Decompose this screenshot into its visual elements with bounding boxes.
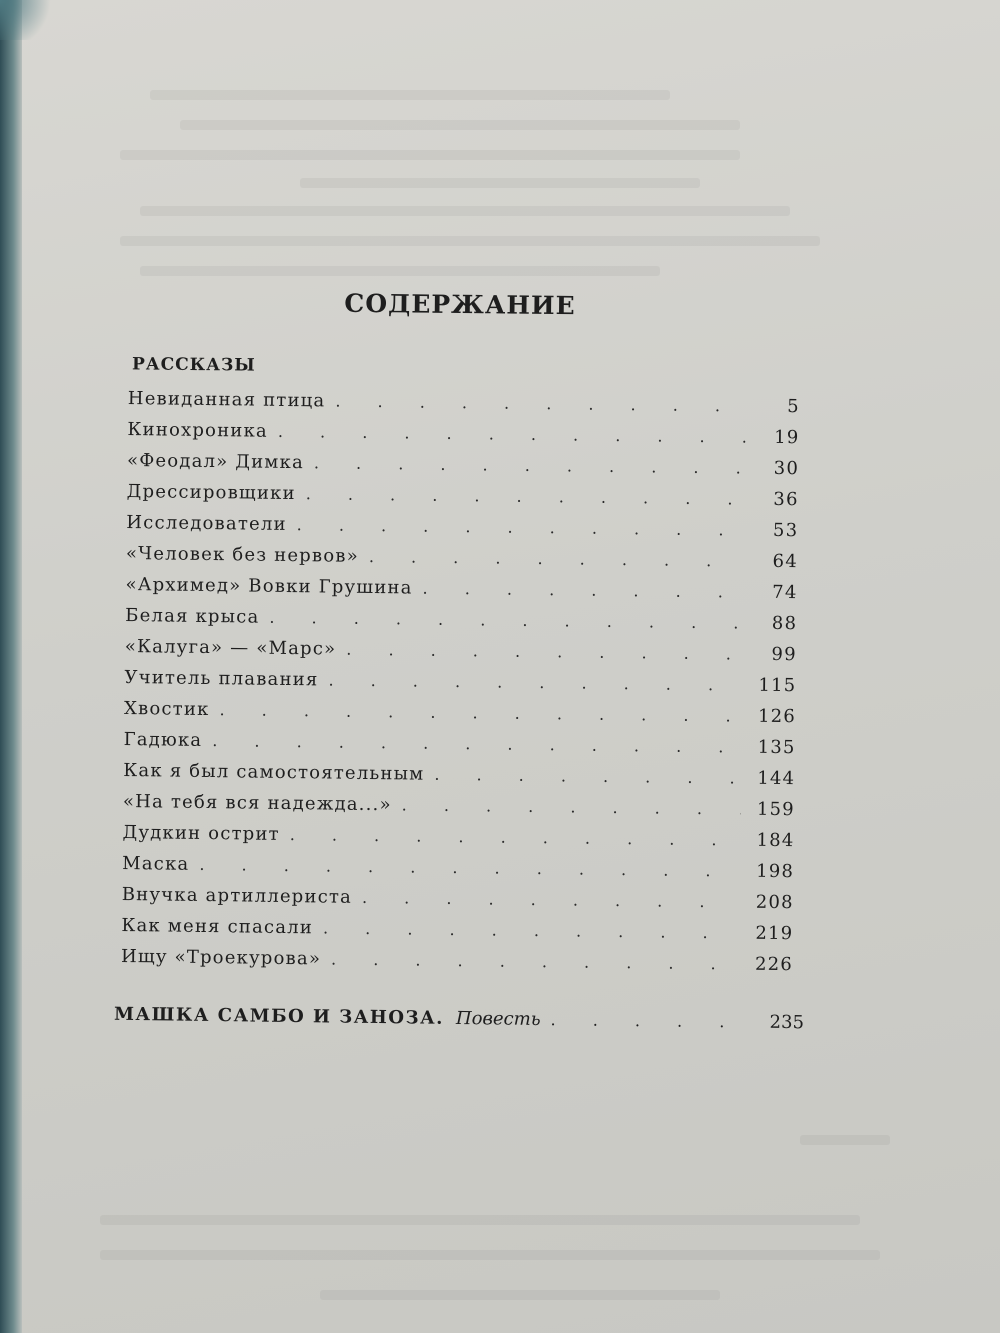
entry-page: 219: [755, 922, 794, 945]
table-of-contents: [121, 388, 800, 985]
novella-page: 235: [769, 1011, 805, 1034]
entry-title: «Калуга» — «Марс»: [124, 635, 337, 660]
novella-title: МАШКА САМБО И ЗАНОЗА.: [113, 1003, 445, 1029]
entry-title: Дрессировщики: [126, 480, 296, 505]
entry-title: Исследователи: [126, 511, 287, 535]
dot-leader: [550, 1010, 750, 1031]
dot-leader: [269, 608, 743, 633]
dot-leader: [278, 422, 746, 447]
dot-leader: [297, 515, 745, 539]
entry-title: Учитель плавания: [124, 666, 319, 691]
entry-page: 99: [771, 643, 797, 666]
dot-leader: [402, 795, 741, 818]
entry-title: Внучка артиллериста: [121, 883, 353, 908]
entry-title: «Человек без нервов»: [125, 542, 360, 567]
entry-page: 5: [787, 396, 800, 418]
dot-leader: [314, 453, 745, 477]
entry-page: 30: [773, 457, 800, 480]
novella-subtitle: Повесть: [455, 1007, 541, 1030]
dot-leader: [212, 731, 742, 756]
entry-title: Хвостик: [123, 697, 210, 721]
entry-page: 36: [773, 488, 799, 511]
entry-page: 115: [758, 674, 797, 697]
entry-page: 135: [757, 736, 796, 759]
dot-leader: [346, 640, 743, 664]
dot-leader: [328, 670, 742, 694]
entry-page: 208: [755, 891, 794, 914]
entry-page: 126: [757, 705, 797, 728]
entry-page: 74: [772, 581, 798, 604]
entry-title: Маска: [122, 852, 190, 875]
book-cover-corner: [0, 0, 60, 40]
entry-title: Дудкин острит: [122, 821, 280, 845]
dot-leader: [369, 547, 744, 571]
entry-page: 53: [772, 519, 799, 542]
dot-leader: [323, 918, 740, 942]
entry-title: Гадюка: [123, 728, 203, 751]
dot-leader: [219, 700, 742, 725]
entry-page: 184: [756, 829, 795, 852]
dot-leader: [290, 825, 741, 850]
book-cover-edge: [0, 0, 22, 1333]
entry-title: «На тебя вся надежда...»: [122, 790, 392, 816]
dot-leader: [335, 392, 746, 416]
entry-title: Как я был самостоятельным: [123, 759, 425, 785]
entry-page: 64: [772, 550, 799, 573]
entry-title: Как меня спасали: [121, 914, 314, 939]
entry-title: Белая крыса: [125, 604, 260, 628]
toc-entry-novella: [114, 1004, 804, 1033]
dot-leader: [331, 950, 739, 974]
entry-title: «Архимед» Вовки Грушина: [125, 573, 413, 599]
entry-page: 88: [771, 612, 798, 635]
dot-leader: [199, 855, 740, 881]
entry-title: Ищу «Троекурова»: [120, 945, 322, 970]
entry-title: Невиданная птица: [127, 388, 326, 412]
entry-page: 19: [774, 426, 800, 449]
entry-page: 226: [754, 953, 794, 976]
entry-page: 159: [756, 798, 796, 821]
dot-leader: [306, 484, 745, 508]
entry-page: 144: [757, 767, 796, 790]
entry-title: Кинохроника: [127, 418, 269, 442]
dot-leader: [423, 579, 744, 602]
dot-leader: [434, 765, 741, 788]
entry-title: «Феодал» Димка: [126, 449, 305, 474]
entry-page: 198: [756, 860, 795, 883]
section-heading: РАССКАЗЫ: [131, 354, 256, 376]
dot-leader: [362, 888, 740, 912]
page-title: СОДЕРЖАНИЕ: [344, 288, 576, 321]
